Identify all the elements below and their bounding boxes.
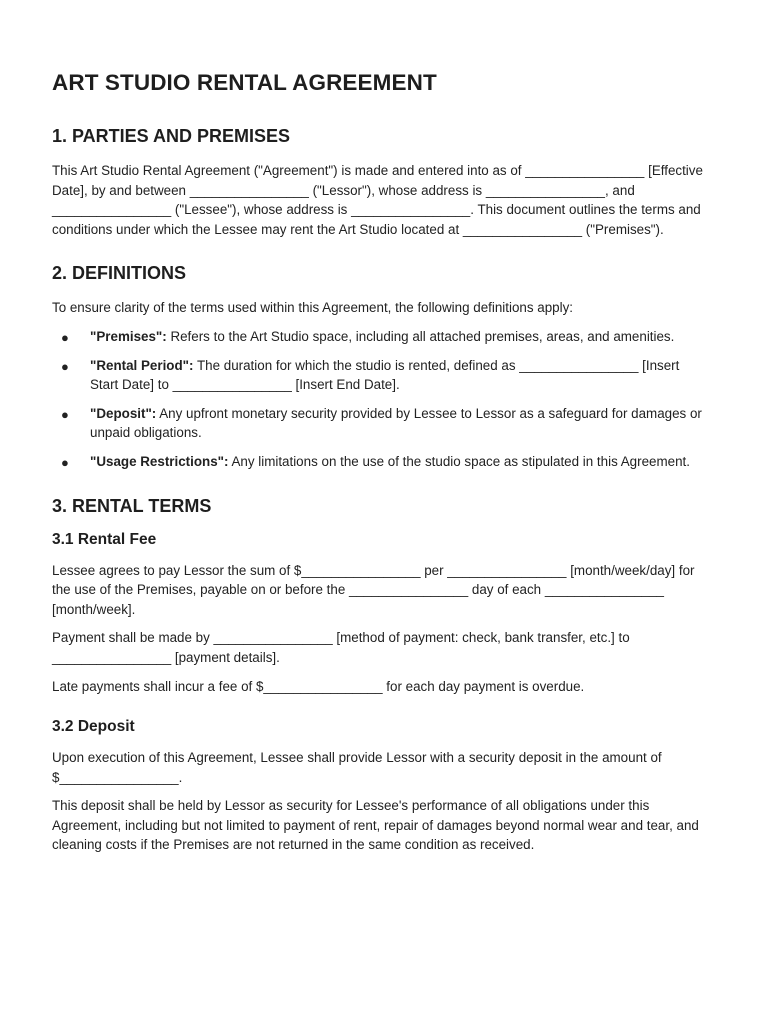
paragraph: Upon execution of this Agreement, Lessee shall provide Lessor with a security deposit in the amount of $________________.: [52, 750, 662, 785]
definitions-list: [52, 327, 710, 472]
bullet-icon: ●: [61, 406, 69, 422]
list-item: [52, 356, 710, 395]
definition-text: The duration for which the studio is rented, defined as ________________ [Insert Start Date] to ________________ [Insert End Date].: [90, 357, 680, 393]
paragraph: Late payments shall incur a fee of $________________ for each day payment is overdue.: [52, 678, 585, 694]
definition-text: Any upfront monetary security provided by Lessee to Lessor as a safeguard for damages or unpaid obligations.: [90, 405, 702, 441]
bullet-icon: ●: [61, 454, 69, 470]
section-heading: 1. PARTIES AND PREMISES: [52, 126, 291, 146]
section-definitions: [52, 263, 710, 471]
section-heading: 3. RENTAL TERMS: [52, 495, 212, 516]
list-item: [52, 327, 710, 347]
definition-term: "Usage Restrictions":: [90, 453, 229, 469]
bullet-icon: ●: [61, 329, 69, 345]
list-item: [52, 452, 710, 472]
section-parties: [52, 126, 710, 239]
section-heading: 2. DEFINITIONS: [52, 263, 187, 284]
paragraph: Payment shall be made by ________________ [method of payment: check, bank transfer, etc.] to ________________ [payment details].: [52, 630, 630, 665]
bullet-icon: ●: [61, 358, 69, 374]
subsection-heading: 3.2 Deposit: [52, 718, 135, 736]
definition-term: "Premises":: [90, 328, 167, 344]
subsection-heading: 3.1 Rental Fee: [52, 530, 157, 548]
list-item: [52, 404, 710, 443]
subsection-deposit: [52, 718, 710, 855]
definition-text: Any limitations on the use of the studio space as stipulated in this Agreement.: [228, 453, 690, 469]
paragraph: This Art Studio Rental Agreement ("Agreement") is made and entered into as of ________________ [Effective Date], by and between ________________ ("Lessor"), whose address is ________________, and ________________ ("Lessee"), whose address is ________________. This document outlines the terms and conditions under which the Lessee may rent the Art Studio located at ________________ ("Premises").: [52, 163, 703, 237]
paragraph: Lessee agrees to pay Lessor the sum of $________________ per ________________ [month/week/day] for the use of the Premises, payable on or before the ________________ day of each ________________ [month/week].: [52, 562, 695, 617]
subsection-rental-fee: [52, 531, 710, 697]
section-rental-terms: [52, 496, 710, 856]
definition-text: Refers to the Art Studio space, including all attached premises, areas, and amenities.: [166, 328, 675, 344]
paragraph: This deposit shall be held by Lessor as security for Lessee's performance of all obligations under this Agreement, including but not limited to payment of rent, repair of damages beyond normal wear and tear, and cleaning costs if the Premises are not returned in the same condition as received.: [52, 798, 699, 853]
document-title: ART STUDIO RENTAL AGREEMENT: [52, 70, 437, 95]
paragraph: To ensure clarity of the terms used within this Agreement, the following definitions apply:: [52, 300, 574, 316]
definition-term: "Deposit":: [90, 405, 157, 421]
definition-term: "Rental Period":: [90, 357, 194, 373]
